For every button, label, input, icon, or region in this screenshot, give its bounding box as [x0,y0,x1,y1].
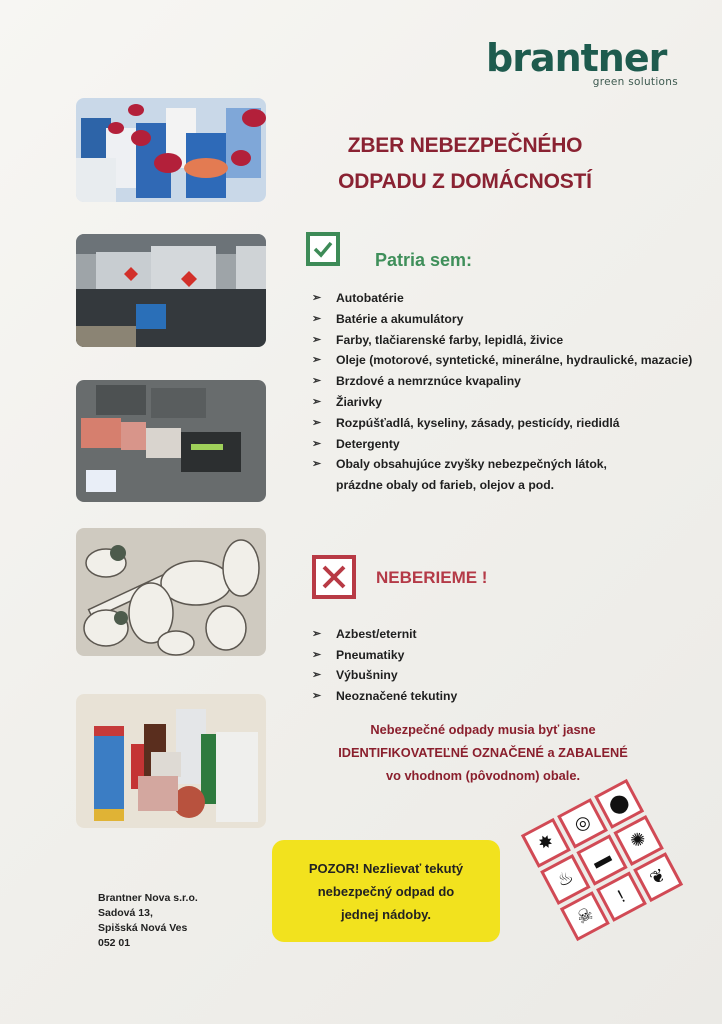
list-item: ➢ Výbušniny [312,665,612,686]
checkmark-box-icon [306,232,340,266]
list-item: ➢ Azbest/eternit [312,624,612,645]
photo-chemical-containers [76,694,266,828]
skull-crossbones-icon: ☠ [560,891,610,941]
arrow-bullet-icon: ➢ [312,395,322,408]
arrow-bullet-icon: ➢ [312,648,322,661]
arrow-bullet-icon: ➢ [312,333,322,346]
arrow-bullet-icon: ➢ [312,354,322,367]
photo-car-batteries [76,380,266,502]
arrow-bullet-icon: ➢ [312,292,322,304]
list-item: ➢ Pneumatiky [312,645,612,666]
environment-icon: ❦ [633,852,683,902]
list-item: ➢ Brzdové a nemrznúce kvapaliny [312,371,702,392]
labeling-notice: Nebezpečné odpady musia byť jasne IDENTIFIKOVATEĽNÉ OZNAČENÉ a ZABALENÉ vo vhodnom (pôvodnom) obale. [338,722,628,783]
list-item: ➢ Neoznačené tekutiny [312,686,612,707]
gas-cylinder-icon: ▬ [577,835,627,885]
health-hazard-icon: ✺ [613,815,663,865]
company-address [98,891,198,951]
logo-wordmark: brantner [486,36,667,80]
arrow-bullet-icon: ➢ [312,689,322,702]
list-item: ➢ Rozpúšťadlá, kyseliny, zásady, pesticídy, riedidlá [312,413,702,434]
city: Spišská Nová Ves [98,922,188,934]
brantner-logo [486,38,686,88]
arrow-bullet-icon: ➢ [312,312,322,325]
photo-waste-barrels [76,234,266,347]
ghs-hazard-pictograms [521,779,683,941]
title-line-1: ZBER NEBEZPEČNÉHO [347,134,583,157]
list-item: ➢ Batérie a akumulátory [312,309,702,330]
list-item: ➢ Oleje (motorové, syntetické, minerálne, hydraulické, mazacie) [312,350,696,371]
warning-box: POZOR! Nezlievať tekutý nebezpečný odpad do jednej nádoby. [272,840,500,942]
list-item: ➢ Autobatérie [312,288,702,309]
list-item: ➢ Obaly obsahujúce zvyšky nebezpečných látok, prázdne obaly od farieb, olejov a pod. [312,454,656,496]
flame-icon: ♨ [540,854,590,904]
arrow-bullet-icon: ➢ [312,416,322,429]
street: Sadová 13, [98,907,153,919]
photo-chemical-bottles [76,98,266,202]
accepted-heading: Patria sem: [375,250,473,270]
zip: 052 01 [98,937,131,949]
rejected-heading: NEBERIEME ! [376,568,488,587]
flame-over-circle-icon: ◎ [557,798,607,848]
arrow-bullet-icon: ➢ [312,458,322,471]
corrosion-icon: ⬤ [594,779,644,829]
arrow-bullet-icon: ➢ [312,375,322,388]
logo-tagline: green solutions [592,76,678,88]
cross-box-icon [312,555,356,599]
title-line-2: ODPADU Z DOMÁCNOSTÍ [338,170,592,193]
arrow-bullet-icon: ➢ [312,669,322,681]
list-item: ➢ Farby, tlačiarenské farby, lepidlá, živice [312,330,702,351]
company-name: Brantner Nova s.r.o. [98,892,198,904]
list-item: ➢ Žiarivky [312,392,702,413]
page-title [300,128,630,200]
exploding-bomb-icon: ✸ [521,818,571,868]
list-item: ➢ Detergenty [312,434,702,455]
arrow-bullet-icon: ➢ [312,437,322,450]
exclamation-icon: ! [596,871,646,921]
rejected-list [312,624,612,706]
arrow-bullet-icon: ➢ [312,628,322,640]
accepted-list [312,288,702,496]
photo-fluorescent-bulbs [76,528,266,656]
